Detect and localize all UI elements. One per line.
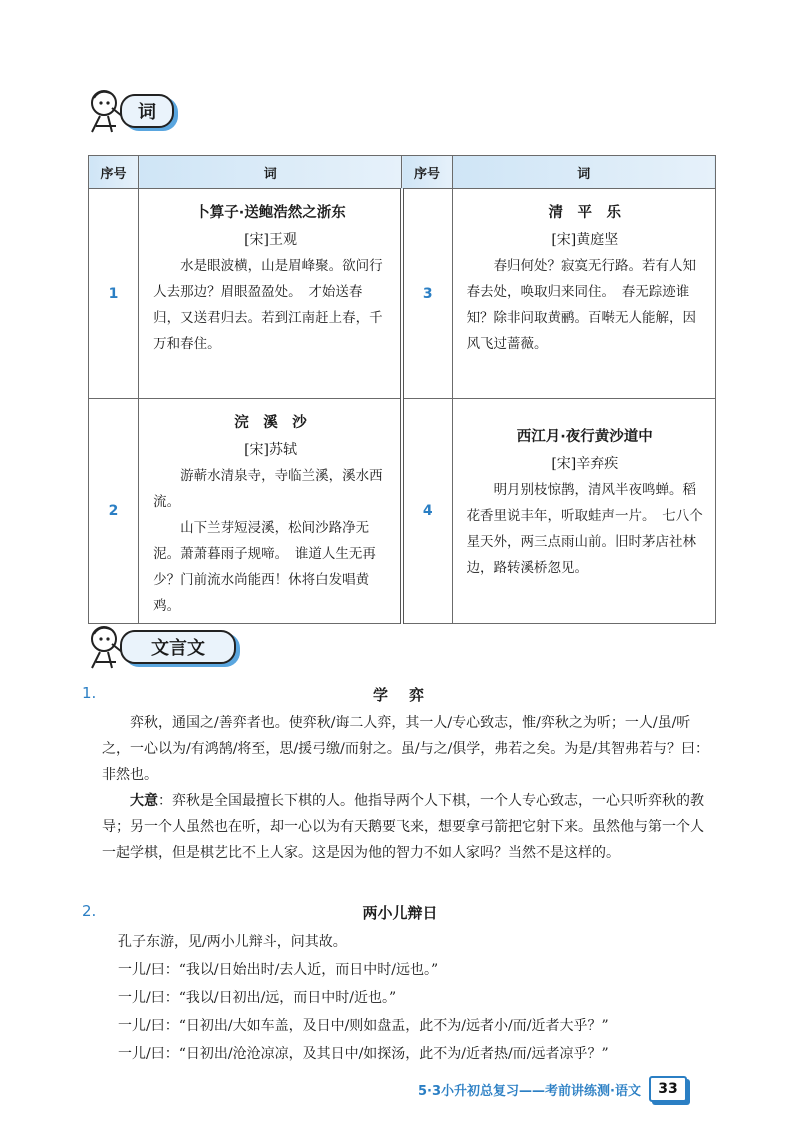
text-line: 一儿/曰：“我以/日始出时/去人近，而日中时/远也。” — [118, 962, 439, 978]
text-body: 弈秋，通国之/善弈者也。使弈秋/诲二人弈，其一人/专心致志，惟/弈秋之为听；一人/虽/听之，一心以为/有鸿鹄/将至，思/援弓缴/而射之。虽/与之/俱学，弗若之矣。为是/其智弗若与？曰：非然也。 — [102, 715, 710, 783]
poem-cell — [452, 189, 715, 399]
poem-text: 水是眼波横，山是眉峰聚。欲问行人去那边？眉眼盈盈处。 才始送春归，又送君归去。若到江南赶上春，千万和春住。 — [153, 258, 383, 352]
poem-text: 春归何处？寂寞无行路。若有人知春去处，唤取归来同住。 春无踪迹谁知？除非问取黄鹂。百啭无人能解，因风飞过蔷薇。 — [466, 258, 697, 352]
poem-cell — [452, 399, 715, 624]
poem-author: [宋]辛弃疾 — [551, 456, 619, 472]
table-row — [89, 399, 716, 624]
poem-cell — [139, 189, 402, 399]
poem-text: 游蕲水清泉寺，寺临兰溪，溪水西流。 — [153, 468, 383, 510]
page-footer — [418, 1076, 687, 1102]
poem-title: 卜算子·送鲍浩然之浙东 — [195, 205, 346, 221]
poem-cell — [139, 399, 402, 624]
section-heading-wenyan — [82, 622, 236, 672]
poem-title: 西江月·夜行黄沙道中 — [516, 429, 653, 445]
page-number: 33 — [649, 1076, 687, 1102]
poem-text: 山下兰芽短浸溪，松间沙路净无泥。萧萧暮雨子规啼。 谁道人生无再少？门前流水尚能西！休将白发唱黄鸡。 — [153, 520, 376, 614]
table-header-row — [89, 156, 716, 189]
poem-number: 2 — [89, 399, 139, 624]
text-line: 一儿/曰：“日初出/沧沧凉凉，及其日中/如探汤，此不为/近者热/而/远者凉乎？” — [118, 1046, 609, 1062]
summary-text: ：弈秋是全国最擅长下棋的人。他指导两个人下棋，一个人专心致志，一心只听弈秋的教导；另一个人虽然也在听，却一心以为有天鹅要飞来，想要拿弓箭把它射下来。虽然他与第一个人一起学棋，但是棋艺比不上人家。这是因为他的智力不如人家吗？当然不是这样的。 — [102, 793, 704, 861]
header-ci-left: 词 — [139, 156, 402, 189]
item-number: 2. — [82, 902, 97, 920]
text-line: 一儿/曰：“我以/日初出/远，而日中时/近也。” — [118, 990, 397, 1006]
text-xueyi — [0, 684, 800, 866]
poem-text: 明月别枝惊鹊，清风半夜鸣蝉。稻花香里说丰年，听取蛙声一片。 七八个星天外，两三点雨山前。旧时茅店社林边，路转溪桥忽见。 — [466, 482, 703, 576]
text-liangxiaoer — [0, 902, 800, 1068]
header-num-left: 序号 — [89, 156, 139, 189]
poem-number: 3 — [402, 189, 452, 399]
poem-number: 4 — [402, 399, 452, 624]
item-number: 1. — [82, 684, 97, 702]
summary-label: 大意 — [130, 793, 158, 809]
text-line: 孔子东游，见/两小儿辩斗，问其故。 — [118, 934, 347, 950]
poem-author: [宋]苏轼 — [244, 442, 297, 458]
header-ci-right: 词 — [452, 156, 715, 189]
text-title: 学 弈 — [372, 686, 427, 704]
poem-table — [88, 155, 716, 624]
table-row — [89, 189, 716, 399]
poem-author: [宋]黄庭坚 — [551, 232, 619, 248]
text-title: 两小儿辩日 — [362, 904, 438, 922]
poem-author: [宋]王观 — [244, 232, 297, 248]
poem-title: 清 平 乐 — [548, 205, 622, 221]
poem-title: 浣 溪 沙 — [234, 415, 307, 431]
text-line: 一儿/曰：“日初出/大如车盖，及日中/则如盘盂，此不为/远者小/而/近者大乎？” — [118, 1018, 609, 1034]
footer-text: 5·3小升初总复习——考前讲练测·语文 — [418, 1083, 641, 1099]
section-title-ci: 词 — [120, 94, 174, 128]
poem-number: 1 — [89, 189, 139, 399]
header-num-right: 序号 — [402, 156, 452, 189]
section-title-wenyan: 文言文 — [120, 630, 236, 664]
section-heading-ci — [82, 86, 174, 136]
summary — [102, 788, 714, 866]
